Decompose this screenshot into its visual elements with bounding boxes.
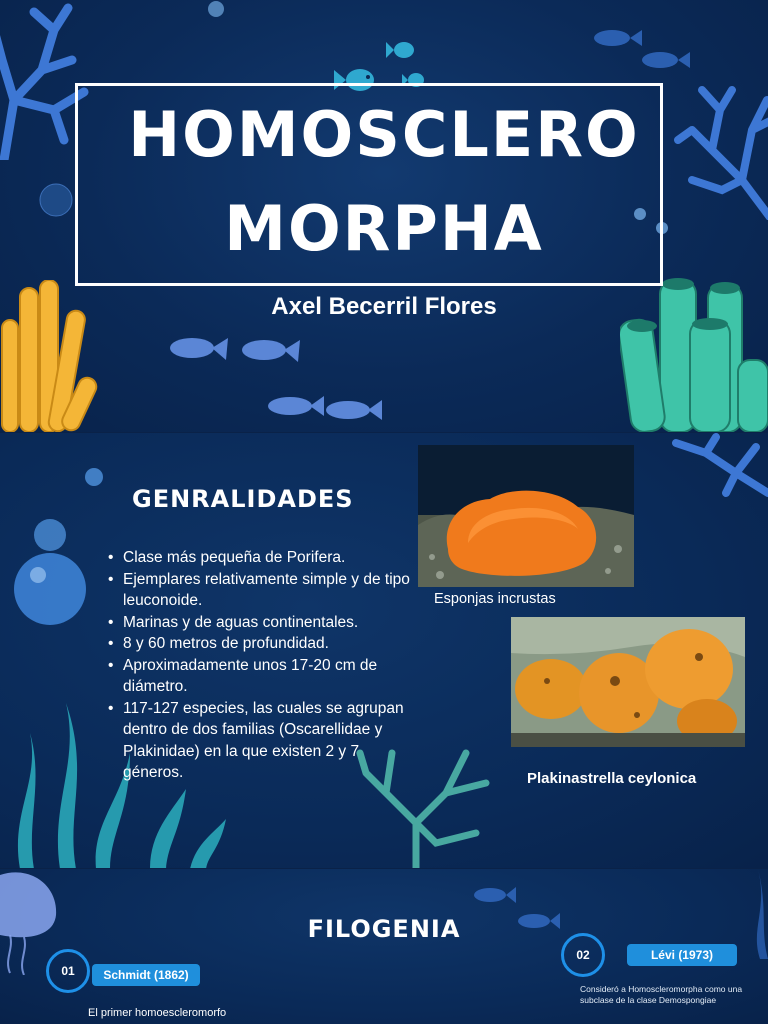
timeline-description: Consideró a Homoscleromorpha como una subclase de la clase Demospongiae: [580, 984, 743, 1005]
timeline-author-badge: Schmidt (1862): [92, 964, 200, 986]
timeline-description: El primer homoescleromorfo: [88, 1007, 227, 1019]
list-item: • Clase más pequeña de Porifera.: [104, 547, 414, 569]
photo-caption: Esponjas incrustas: [434, 591, 556, 607]
filogenia-slide: [0, 868, 768, 1024]
sponge-photo-1: [418, 445, 634, 587]
generalidades-slide: [0, 432, 768, 868]
bubble-icon: [205, 0, 227, 22]
section-title: GENRALIDADES: [132, 485, 354, 513]
title-line-2: MORPHA: [224, 192, 544, 265]
author-name: Axel Becerril Flores: [271, 293, 497, 320]
list-item: • 117-127 especies, las cuales se agrupan dentro de dos familias (Oscarellidae y Plakinidae) en la que existen 2 y 7 géneros.: [104, 698, 414, 784]
cover-slide: [0, 0, 768, 432]
list-item: • 8 y 60 metros de profundidad.: [104, 633, 414, 655]
bullet-list: [104, 547, 414, 784]
section-title: FILOGENIA: [307, 915, 461, 943]
sponge-photo-2: [511, 617, 745, 747]
title-line-1: HOMOSCLERO: [128, 98, 640, 171]
fish-group-icon: [590, 20, 700, 80]
timeline-number: 01: [46, 949, 90, 993]
list-item: • Aproximadamente unos 17-20 cm de diámetro.: [104, 655, 414, 698]
list-item: • Ejemplares relativamente simple y de tipo leuconoide.: [104, 569, 414, 612]
timeline-author-badge: Lévi (1973): [627, 944, 737, 966]
photo-caption: Plakinastrella ceylonica: [527, 770, 697, 787]
timeline-number: 02: [561, 933, 605, 977]
coral-branch-icon: [656, 433, 768, 503]
fish-group-icon: [168, 334, 388, 432]
list-item: • Marinas y de aguas continentales.: [104, 612, 414, 634]
